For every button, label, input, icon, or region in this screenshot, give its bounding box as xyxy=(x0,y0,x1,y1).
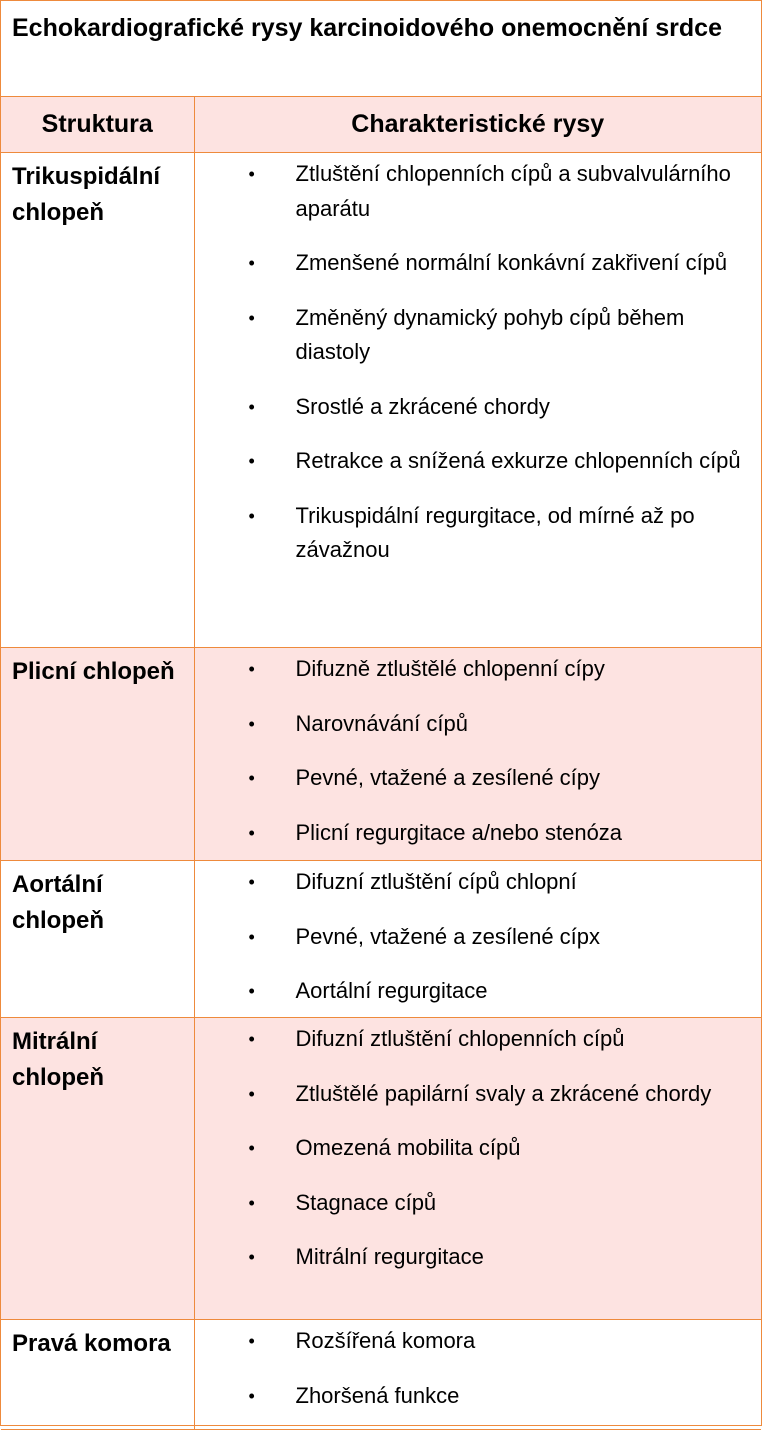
feature-text: Mitrální regurgitace xyxy=(295,1244,484,1269)
structure-cell: Trikuspidální chlopeň xyxy=(1,153,194,648)
table-body xyxy=(1,153,761,1430)
table-row xyxy=(1,648,761,861)
structure-cell: Pravá komora xyxy=(1,1320,194,1430)
structure-cell: Mitrální chlopeň xyxy=(1,1018,194,1320)
table-row xyxy=(1,1018,761,1320)
structure-cell: Aortální chlopeň xyxy=(1,861,194,1018)
list-item xyxy=(195,390,762,425)
feature-text: Ztluštělé papilární svaly a zkrácené chordy xyxy=(295,1080,712,1106)
list-item xyxy=(195,444,762,479)
header-features: Charakteristické rysy xyxy=(194,97,761,153)
bullet-icon: • xyxy=(248,1247,255,1267)
bullet-icon: • xyxy=(248,1138,255,1158)
bullet-icon: • xyxy=(248,981,255,1001)
feature-text: Změněný dynamický pohyb cípů během diastoly xyxy=(295,304,685,364)
bullet-icon: • xyxy=(248,307,255,328)
table-row xyxy=(1,861,761,1018)
bullet-icon: • xyxy=(248,713,255,734)
features-cell xyxy=(194,648,761,861)
feature-text: Difuzní ztluštění chlopenních cípů xyxy=(295,1026,625,1051)
table-row xyxy=(1,1320,761,1430)
bullet-icon: • xyxy=(248,1029,255,1049)
list-item xyxy=(195,920,762,955)
bullet-icon: • xyxy=(248,768,255,788)
list-item xyxy=(195,1379,762,1414)
list-item xyxy=(195,1077,762,1112)
features-cell xyxy=(194,153,761,648)
list-item xyxy=(195,1022,762,1057)
feature-text: Aortální regurgitace xyxy=(295,978,488,1003)
list-item xyxy=(195,761,762,796)
features-list xyxy=(195,153,762,574)
feature-text: Plicní regurgitace a/nebo stenóza xyxy=(295,819,623,845)
table-row xyxy=(1,153,761,648)
list-item xyxy=(195,301,762,370)
list-item xyxy=(195,1186,762,1221)
features-cell xyxy=(194,861,761,1018)
list-item xyxy=(195,499,762,568)
list-item xyxy=(195,816,762,851)
feature-text: Zmenšené normální konkávní zakřivení cípů xyxy=(295,250,728,275)
list-item xyxy=(195,1131,762,1166)
list-item xyxy=(195,974,762,1009)
features-list xyxy=(195,648,762,856)
feature-text: Trikuspidální regurgitace, od mírné až po závažnou xyxy=(295,502,695,562)
feature-text: Difuzně ztluštělé chlopenní cípy xyxy=(295,656,605,681)
bullet-icon: • xyxy=(248,253,255,273)
feature-text: Zhoršená funkce xyxy=(295,1382,460,1408)
feature-text: Pevné, vtažené a zesílené cípx xyxy=(295,923,601,949)
feature-text: Srostlé a zkrácené chordy xyxy=(295,393,550,419)
header-row xyxy=(1,97,761,153)
list-item xyxy=(195,246,762,281)
bullet-icon: • xyxy=(248,396,255,417)
bullet-icon: • xyxy=(248,822,255,843)
feature-text: Pevné, vtažené a zesílené cípy xyxy=(295,765,601,790)
list-item xyxy=(195,1240,762,1275)
list-item xyxy=(195,707,762,742)
bullet-icon: • xyxy=(248,1385,255,1406)
list-item xyxy=(195,1324,762,1359)
feature-text: Retrakce a snížená exkurze chlopenních cípů xyxy=(295,448,741,473)
list-item xyxy=(195,865,762,900)
feature-text: Difuzní ztluštění cípů chlopní xyxy=(295,869,577,894)
bullet-icon: • xyxy=(248,659,255,679)
list-item xyxy=(195,652,762,687)
features-cell xyxy=(194,1320,761,1430)
bullet-icon: • xyxy=(248,1192,255,1213)
features-list xyxy=(195,861,762,1015)
bullet-icon: • xyxy=(248,505,255,526)
bullet-icon: • xyxy=(248,1331,255,1351)
features-list xyxy=(195,1320,762,1419)
bullet-icon: • xyxy=(248,164,255,184)
list-item xyxy=(195,157,762,226)
feature-text: Stagnace cípů xyxy=(295,1189,437,1215)
bullet-icon: • xyxy=(248,872,255,892)
features-table xyxy=(1,97,761,1430)
bullet-icon: • xyxy=(248,926,255,947)
feature-text: Rozšířená komora xyxy=(295,1328,476,1353)
header-structure: Struktura xyxy=(1,97,194,153)
feature-text: Ztluštění chlopenních cípů a subvalvulárního aparátu xyxy=(295,161,731,221)
structure-cell: Plicní chlopeň xyxy=(1,648,194,861)
features-cell xyxy=(194,1018,761,1320)
feature-text: Omezená mobilita cípů xyxy=(295,1135,521,1160)
bullet-icon: • xyxy=(248,451,255,471)
features-list xyxy=(195,1018,762,1281)
table-title: Echokardiografické rysy karcinoidového onemocnění srdce xyxy=(1,1,761,97)
bullet-icon: • xyxy=(248,1083,255,1104)
feature-text: Narovnávání cípů xyxy=(295,710,468,736)
